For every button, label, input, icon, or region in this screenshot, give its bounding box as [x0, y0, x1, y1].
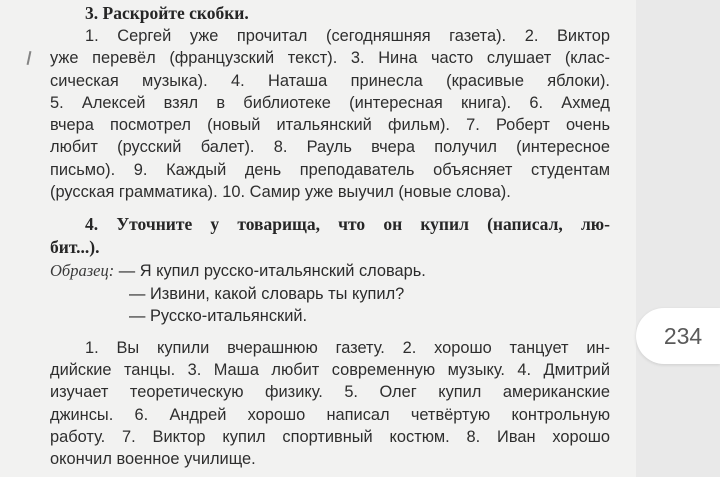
exercise-4-title-line: 4. Уточните у товарища, что он купил (написал, лю- [85, 214, 610, 235]
sample-line: — Я купил русско-итальянский словарь. [118, 262, 426, 281]
sample-block [50, 260, 610, 328]
page-number-badge[interactable]: 234 [636, 308, 720, 364]
exercise-4-line: джинсы. 6. Андрей хорошо написал четвёртую контрольную [50, 405, 610, 424]
exercise-3-title: 3. Раскройте скобки. [85, 3, 249, 23]
exercise-4-title [50, 213, 610, 259]
sample-label: Образец: [50, 261, 115, 281]
exercise-3-line: вчера посмотрел (новый итальянский фильм). 7. Роберт очень [50, 116, 610, 135]
exercise-3-line: письмо). 9. Каждый день преподаватель объясняет студентам [50, 160, 610, 179]
sample-line: — Русско-итальянский. [129, 307, 308, 326]
exercise-3-line: уже перевёл (французский текст). 3. Нина часто слушает (клас- [50, 49, 610, 68]
exercise-4-line: 1. Вы купили вчерашнюю газету. 2. хорошо танцует ин- [85, 338, 610, 357]
exercise-3-line: 1. Сергей уже прочитал (сегодняшняя газета). 2. Виктор [85, 27, 610, 45]
exercise-4-line: дийские танцы. 3. Маша любит современную музыку. 4. Дмитрий [50, 361, 610, 380]
page-content [50, 2, 610, 471]
sample-line: — Извини, какой словарь ты купил? [129, 284, 405, 303]
exercise-3-line: (русская грамматика). 10. Самир уже выучил (новые слова). [50, 183, 511, 202]
sample-row [50, 260, 610, 283]
exercise-3-line: 5. Алексей взял в библиотеке (интересная книга). 6. Ахмед [50, 93, 610, 112]
exercise-4-line: изучает теоретическую физику. 5. Олег купил американские [50, 383, 610, 402]
exercise-3-line: любит (русский балет). 8. Рауль вчера получил (интересное [50, 138, 610, 157]
exercise-4-line: окончил военное училище. [50, 450, 256, 469]
exercise-3-text [50, 25, 610, 203]
exercise-3-line: сическая музыка). 4. Наташа принесла (красивые яблоки). [50, 71, 610, 90]
exercise-4-text [50, 337, 610, 471]
margin-mark [27, 51, 32, 65]
exercise-4-title-line: бит...). [50, 237, 100, 258]
exercise-4-line: работу. 7. Виктор купил спортивный костюм. 8. Иван хорошо [50, 428, 610, 447]
